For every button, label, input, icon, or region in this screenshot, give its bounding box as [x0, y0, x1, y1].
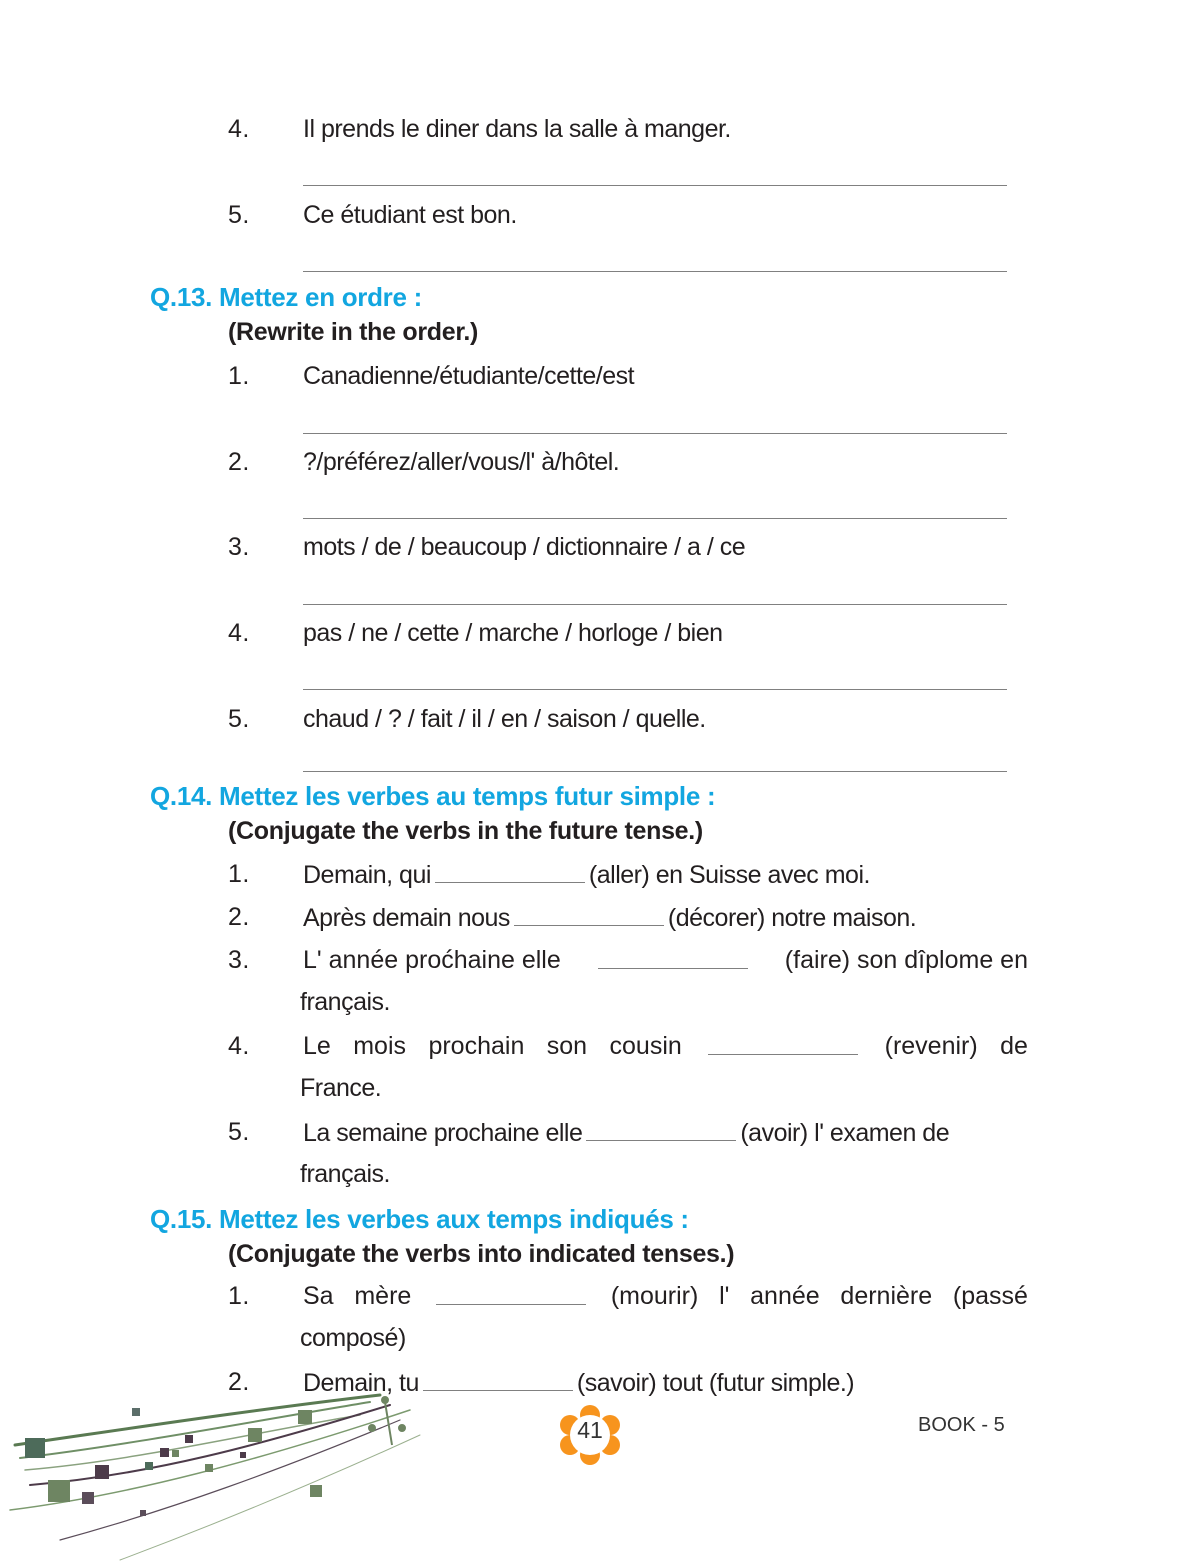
sentence-part: Après demain nous: [303, 904, 510, 932]
sentence-word: prochain: [428, 1032, 525, 1060]
item-number: 2.: [228, 1368, 250, 1396]
sentence-text: [303, 1118, 949, 1148]
sentence-word: (mourir): [610, 1282, 699, 1310]
item-number: 1.: [228, 1282, 250, 1310]
sentence-word: l': [719, 1282, 730, 1310]
sentence-text: [303, 946, 1028, 975]
sentence-text: pas / ne / cette / marche / horloge / bien: [303, 619, 723, 647]
sentence-continuation: composé): [300, 1324, 406, 1352]
question-heading: Q.14. Mettez les verbes au temps futur simple :: [150, 781, 716, 811]
item-number: 5.: [228, 705, 250, 733]
sentence-word: année: [750, 1282, 820, 1310]
fill-blank[interactable]: [436, 1282, 586, 1305]
sentence-word: de: [1000, 1032, 1028, 1060]
item-number: 2.: [228, 903, 250, 931]
fill-blank[interactable]: [598, 946, 748, 969]
item-number: 5.: [228, 1118, 250, 1146]
sentence-text: [303, 1032, 1028, 1061]
sentence-word: mois: [353, 1032, 407, 1060]
item-number: 5.: [228, 201, 250, 229]
sentence-continuation: France.: [300, 1074, 382, 1102]
sentence-text: [303, 1282, 1028, 1311]
sentence-word: Le: [303, 1032, 331, 1060]
sentence-word: son: [546, 1032, 588, 1060]
sentence-text: ?/préférez/aller/vous/l' à/hôtel.: [303, 448, 620, 476]
question-heading: Q.15. Mettez les verbes aux temps indiqués :: [150, 1204, 689, 1234]
fill-blank[interactable]: [423, 1368, 573, 1391]
sentence-part: (faire) son dîplome en: [784, 946, 1028, 974]
item-number: 2.: [228, 448, 250, 476]
sentence-text: chaud / ? / fait / il / en / saison / quelle.: [303, 705, 706, 733]
sentence-part: Demain, tu: [303, 1369, 419, 1397]
sentence-part: Demain, qui: [303, 861, 431, 889]
sentence-text: [303, 860, 870, 890]
sentence-text: [303, 903, 916, 933]
sentence-word: (revenir): [884, 1032, 978, 1060]
answer-line[interactable]: [303, 271, 1007, 272]
question-subheading: (Conjugate the verbs in the future tense.): [228, 817, 703, 845]
sentence-part: (aller) en Suisse avec moi.: [588, 861, 870, 889]
sentence-part: (décorer) notre maison.: [667, 904, 917, 932]
question-subheading: (Conjugate the verbs into indicated tenses.): [228, 1240, 735, 1268]
sentence-word: mère: [354, 1282, 412, 1310]
page-number: 41: [577, 1417, 603, 1443]
fill-blank[interactable]: [514, 903, 664, 926]
fill-blank[interactable]: [435, 860, 585, 883]
item-number: 1.: [228, 362, 250, 390]
item-number: 1.: [228, 860, 250, 888]
sentence-word: Sa: [303, 1282, 334, 1310]
item-number: 4.: [228, 115, 250, 143]
sentence-word: (passé: [952, 1282, 1028, 1310]
sentence-text: mots / de / beaucoup / dictionnaire / a / ce: [303, 533, 746, 561]
sentence-part: (avoir) l' examen de: [740, 1119, 950, 1147]
decorative-swirl-artwork: [0, 1390, 430, 1563]
sentence-part: L' année proćhaine elle: [303, 946, 561, 974]
sentence-part: (savoir) tout (futur simple.): [576, 1369, 855, 1397]
answer-line[interactable]: [303, 518, 1007, 519]
item-number: 4.: [228, 1032, 250, 1060]
answer-line[interactable]: [303, 604, 1007, 605]
answer-line[interactable]: [303, 185, 1007, 186]
sentence-text: Ce étudiant est bon.: [303, 201, 517, 229]
answer-line[interactable]: [303, 771, 1007, 772]
fill-blank[interactable]: [708, 1032, 858, 1055]
answer-line[interactable]: [303, 689, 1007, 690]
item-number: 3.: [228, 533, 250, 561]
sentence-word: cousin: [609, 1032, 682, 1060]
question-heading: Q.13. Mettez en ordre :: [150, 282, 422, 312]
fill-blank[interactable]: [586, 1118, 736, 1141]
sentence-word: dernière: [840, 1282, 933, 1310]
sentence-text: Canadienne/étudiante/cette/est: [303, 362, 635, 390]
book-label: BOOK - 5: [918, 1414, 1005, 1436]
item-number: 3.: [228, 946, 250, 974]
item-number: 4.: [228, 619, 250, 647]
answer-line[interactable]: [303, 433, 1007, 434]
sentence-part: La semaine prochaine elle: [303, 1119, 583, 1147]
sentence-continuation: français.: [300, 1160, 390, 1188]
question-subheading: (Rewrite in the order.): [228, 318, 479, 346]
sentence-continuation: français.: [300, 988, 390, 1016]
sentence-text: Il prends le diner dans la salle à manger.: [303, 115, 731, 143]
